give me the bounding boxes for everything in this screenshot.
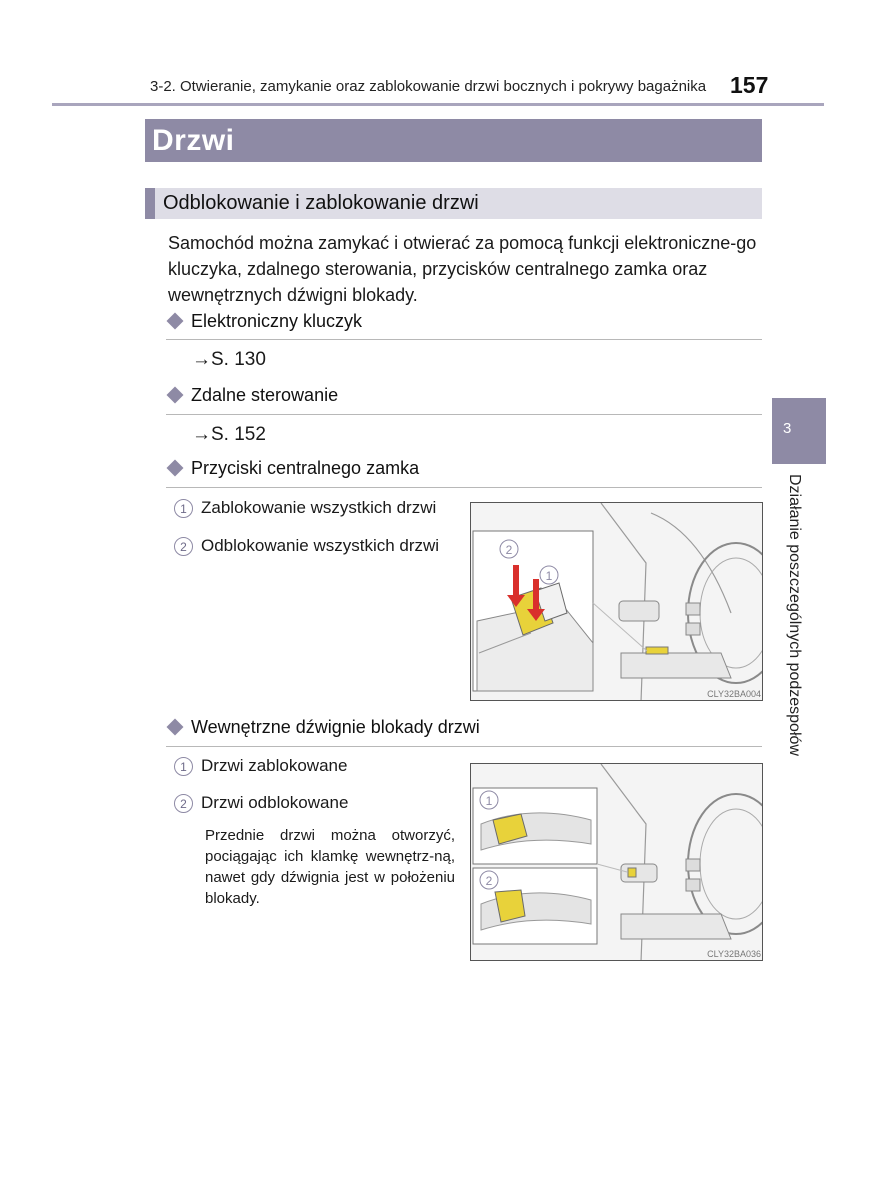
diamond-icon — [167, 387, 184, 404]
svg-text:2: 2 — [485, 874, 493, 888]
bullet-remote-control — [166, 385, 338, 406]
svg-text:1: 1 — [485, 794, 493, 808]
chapter-side-title: Działanie poszczególnych podzespołów — [786, 474, 803, 756]
list-item-text: Drzwi odblokowane — [201, 793, 349, 812]
list-item-text: Odblokowanie wszystkich drzwi — [201, 536, 440, 555]
list-item-text: Zablokowanie wszystkich drzwi — [201, 498, 437, 517]
diamond-icon — [167, 460, 184, 477]
bullet-label: Elektroniczny kluczyk — [191, 311, 363, 331]
chapter-tab — [772, 398, 826, 464]
bullet-inside-lock-levers — [166, 717, 480, 738]
section-title: Drzwi — [145, 119, 762, 162]
intro-paragraph: Samochód można zamykać i otwierać za pomocą funkcji elektroniczne-go kluczyka, zdalnego sterowania, przycisków centralnego zamka oraz wewnętrznych dźwigni blokady. — [168, 233, 757, 305]
bullet-label: Wewnętrzne dźwignie blokady drzwi — [191, 717, 480, 737]
number-badge: 1 — [174, 499, 193, 518]
note-paragraph: Przednie drzwi można otworzyć, pociągając ich klamkę wewnętrz-ną, nawet gdy dźwignia jest w położeniu blokady. — [205, 827, 455, 907]
svg-text:2: 2 — [505, 543, 513, 557]
door-lever-illustration — [471, 764, 763, 961]
list-item — [174, 498, 436, 518]
figure-central-lock-buttons — [470, 502, 763, 701]
bullet-electronic-key — [166, 311, 362, 332]
chapter-number: 3 — [783, 420, 792, 437]
list-item — [174, 756, 347, 776]
number-badge: 2 — [174, 794, 193, 813]
bullet-label: Przyciski centralnego zamka — [191, 458, 420, 478]
diamond-icon — [167, 313, 184, 330]
door-panel-illustration — [471, 503, 763, 701]
number-badge: 1 — [174, 757, 193, 776]
svg-text:1: 1 — [545, 569, 553, 583]
running-header: 3-2. Otwieranie, zamykanie oraz zablokowanie drzwi bocznych i pokrywy bagażnika — [150, 78, 707, 95]
page-reference: →S. 130 — [192, 349, 266, 370]
divider — [166, 746, 762, 747]
divider — [166, 414, 762, 415]
header-rule — [52, 103, 824, 106]
page-number: 157 — [730, 72, 769, 98]
number-badge: 2 — [174, 537, 193, 556]
subsection-title: Odblokowanie i zablokowanie drzwi — [145, 188, 762, 219]
list-item — [174, 793, 348, 813]
list-item — [174, 536, 439, 556]
bullet-central-lock-buttons — [166, 458, 419, 479]
diamond-icon — [167, 719, 184, 736]
figure-inside-lock-levers — [470, 763, 763, 961]
bullet-label: Zdalne sterowanie — [191, 385, 339, 405]
page-reference: →S. 152 — [192, 424, 266, 445]
figure-code: CLY32BA004 — [707, 689, 761, 699]
divider — [166, 339, 762, 340]
figure-code: CLY32BA036 — [707, 949, 761, 959]
list-item-text: Drzwi zablokowane — [201, 756, 348, 775]
divider — [166, 487, 762, 488]
